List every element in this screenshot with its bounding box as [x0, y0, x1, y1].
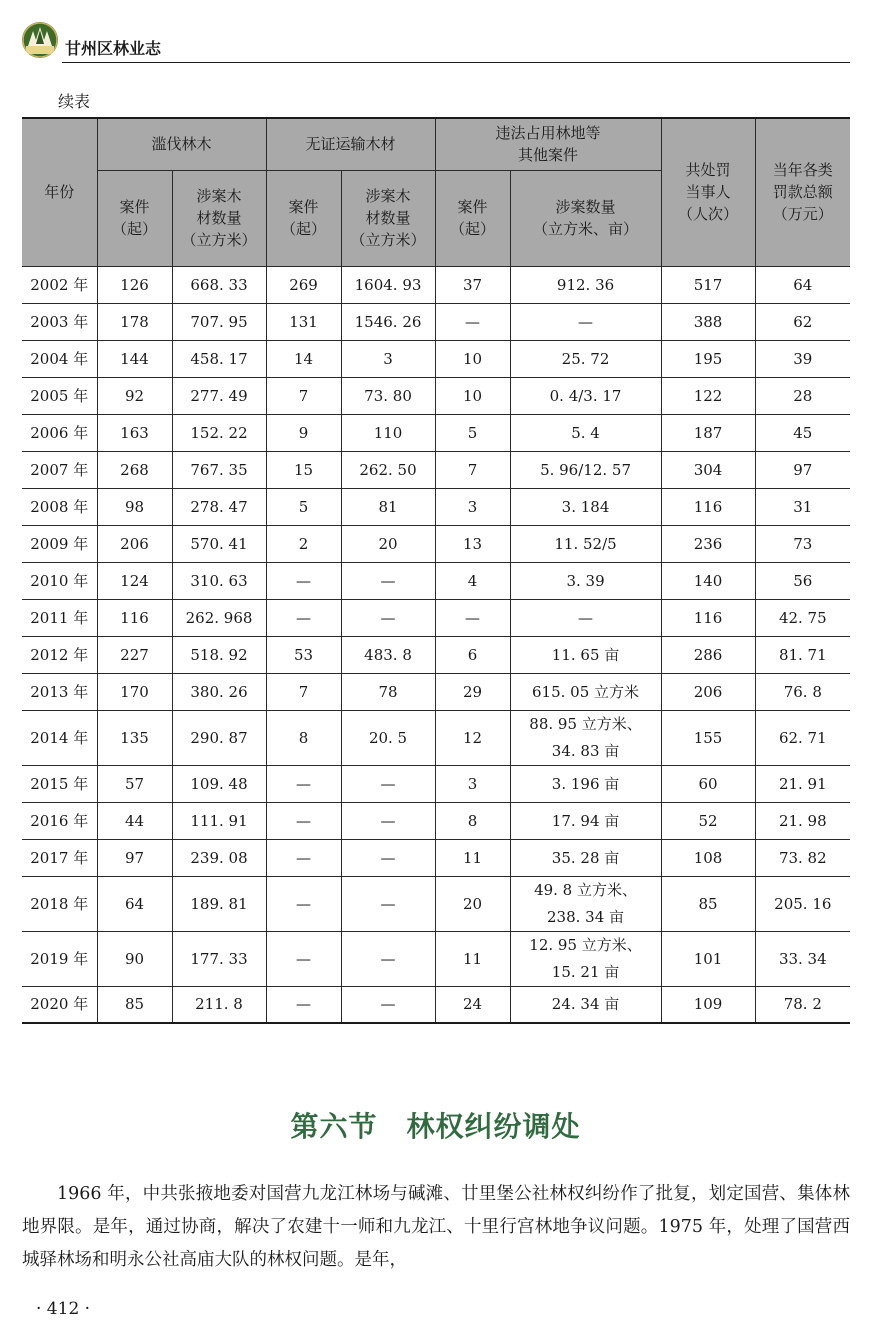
- cell-transport-timber: —: [341, 931, 435, 986]
- subheader-amount-line2: （立方米、亩）: [533, 220, 639, 238]
- header-unlicensed-transport: 无证运输木材: [266, 118, 435, 170]
- subheader-cases-line2: （起）: [111, 220, 157, 238]
- cell-persons: 85: [661, 876, 755, 931]
- cell-logging-cases: 163: [97, 414, 172, 451]
- cell-transport-cases: —: [266, 839, 341, 876]
- header-fines-line1: 当年各类: [772, 161, 833, 180]
- cell-logging-timber: 458. 17: [172, 340, 266, 377]
- cell-transport-cases: 7: [266, 377, 341, 414]
- cell-transport-timber: 81: [341, 488, 435, 525]
- cell-transport-cases: —: [266, 802, 341, 839]
- running-header: [22, 22, 850, 64]
- cell-fines: 73: [755, 525, 850, 562]
- cell-occupation-cases: 7: [435, 451, 510, 488]
- cell-occupation-amount: [510, 488, 661, 525]
- cell-year: 2014 年: [22, 710, 97, 765]
- cell-occupation-amount: [510, 451, 661, 488]
- cell-occupation-amount: [510, 636, 661, 673]
- cell-fines: 45: [755, 414, 850, 451]
- cell-year: 2012 年: [22, 636, 97, 673]
- cell-fines: 76. 8: [755, 673, 850, 710]
- cell-amount-line1: 912. 36: [556, 275, 615, 294]
- cell-transport-timber: 73. 80: [341, 377, 435, 414]
- cell-transport-timber: 20. 5: [341, 710, 435, 765]
- cell-amount-line1: 17. 94 亩: [551, 811, 620, 830]
- cell-logging-timber: 277. 49: [172, 377, 266, 414]
- cell-logging-cases: 116: [97, 599, 172, 636]
- cell-logging-cases: 126: [97, 266, 172, 303]
- table-row: [22, 377, 850, 414]
- cell-occupation-amount: [510, 931, 661, 986]
- cell-amount-line1: 24. 34 亩: [551, 995, 620, 1014]
- table-row: [22, 986, 850, 1023]
- cell-occupation-amount: [510, 986, 661, 1023]
- cell-amount-line1: 5. 4: [571, 423, 600, 442]
- subheader-timber-line1: 涉案木: [196, 187, 242, 205]
- cell-occupation-cases: 4: [435, 562, 510, 599]
- cell-logging-cases: 178: [97, 303, 172, 340]
- header-illegal-occupation-line1: 违法占用林地等: [495, 124, 601, 143]
- cell-persons: 52: [661, 802, 755, 839]
- cell-year: 2007 年: [22, 451, 97, 488]
- cell-fines: 42. 75: [755, 599, 850, 636]
- header-divider: [62, 62, 850, 63]
- cell-logging-cases: 227: [97, 636, 172, 673]
- cell-logging-cases: 144: [97, 340, 172, 377]
- subheader-timber-line2: 材数量: [196, 209, 242, 227]
- subheader-cases-line1: 案件: [288, 198, 319, 216]
- cell-amount-line1: 0. 4/3. 17: [549, 386, 622, 405]
- cell-fines: 56: [755, 562, 850, 599]
- table-row: [22, 414, 850, 451]
- cell-transport-cases: 14: [266, 340, 341, 377]
- cell-year: 2020 年: [22, 986, 97, 1023]
- header-persons-line1: 共处罚: [685, 161, 731, 180]
- table-row: [22, 488, 850, 525]
- cell-logging-cases: 64: [97, 876, 172, 931]
- cell-occupation-amount: [510, 839, 661, 876]
- cell-persons: 116: [661, 599, 755, 636]
- cell-occupation-cases: 3: [435, 765, 510, 802]
- cell-occupation-amount: [510, 876, 661, 931]
- table-row: [22, 765, 850, 802]
- cell-transport-cases: 269: [266, 266, 341, 303]
- cell-amount-line1: 12. 95 立方米、: [529, 935, 642, 954]
- cell-occupation-cases: 11: [435, 839, 510, 876]
- cell-transport-timber: 3: [341, 340, 435, 377]
- cell-year: 2013 年: [22, 673, 97, 710]
- subheader-occupation-amount: [510, 170, 661, 266]
- header-persons: [661, 118, 755, 266]
- cell-amount-line1: 615. 05 立方米: [532, 682, 640, 701]
- table-row: [22, 636, 850, 673]
- cell-transport-cases: 9: [266, 414, 341, 451]
- table-row: [22, 931, 850, 986]
- table-row: [22, 673, 850, 710]
- table-row: [22, 839, 850, 876]
- cell-transport-cases: —: [266, 765, 341, 802]
- cell-fines: 62: [755, 303, 850, 340]
- cell-persons: 206: [661, 673, 755, 710]
- cell-year: 2017 年: [22, 839, 97, 876]
- cell-transport-timber: 483. 8: [341, 636, 435, 673]
- cell-occupation-amount: [510, 673, 661, 710]
- cell-occupation-cases: 24: [435, 986, 510, 1023]
- cell-occupation-cases: 13: [435, 525, 510, 562]
- cell-persons: 195: [661, 340, 755, 377]
- table-row: [22, 562, 850, 599]
- subheader-timber-line3: （立方米）: [181, 231, 257, 249]
- cell-occupation-cases: 11: [435, 931, 510, 986]
- forestry-cases-table: [22, 117, 850, 1024]
- cell-transport-cases: —: [266, 599, 341, 636]
- cell-occupation-amount: [510, 414, 661, 451]
- cell-transport-cases: 7: [266, 673, 341, 710]
- table-row: [22, 451, 850, 488]
- cell-year: 2005 年: [22, 377, 97, 414]
- table-row: [22, 303, 850, 340]
- cell-transport-cases: 2: [266, 525, 341, 562]
- cell-fines: 33. 34: [755, 931, 850, 986]
- table-row: [22, 525, 850, 562]
- cell-year: 2011 年: [22, 599, 97, 636]
- cell-occupation-cases: 3: [435, 488, 510, 525]
- cell-occupation-cases: —: [435, 599, 510, 636]
- cell-transport-timber: —: [341, 562, 435, 599]
- cell-persons: 236: [661, 525, 755, 562]
- header-year: 年份: [22, 118, 97, 266]
- subheader-transport-cases: [266, 170, 341, 266]
- table-row: [22, 710, 850, 765]
- cell-persons: 140: [661, 562, 755, 599]
- cell-persons: 108: [661, 839, 755, 876]
- cell-logging-cases: 85: [97, 986, 172, 1023]
- cell-logging-timber: 262. 968: [172, 599, 266, 636]
- cell-year: 2009 年: [22, 525, 97, 562]
- cell-occupation-amount: [510, 562, 661, 599]
- cell-persons: 388: [661, 303, 755, 340]
- body-paragraph: 1966 年，中共张掖地委对国营九龙江林场与碱滩、廿里堡公社林权纠纷作了批复，划定国营、集体林地界限。是年，通过协商，解决了农建十一师和九龙江、十里行宫林地争议问题。1975 年，处理了国营西城驿林场和明永公社高庙大队的林权问题。是年，: [22, 1184, 850, 1270]
- cell-transport-timber: 20: [341, 525, 435, 562]
- cell-occupation-amount: [510, 303, 661, 340]
- cell-transport-timber: —: [341, 839, 435, 876]
- cell-logging-timber: 570. 41: [172, 525, 266, 562]
- cell-fines: 64: [755, 266, 850, 303]
- cell-fines: 73. 82: [755, 839, 850, 876]
- cell-logging-timber: 152. 22: [172, 414, 266, 451]
- cell-logging-cases: 57: [97, 765, 172, 802]
- cell-fines: 81. 71: [755, 636, 850, 673]
- table-row: [22, 266, 850, 303]
- continued-table-label: 续表: [58, 92, 91, 111]
- header-fines-line3: （万元）: [772, 205, 833, 224]
- subheader-logging-cases: [97, 170, 172, 266]
- cell-occupation-cases: 10: [435, 340, 510, 377]
- cell-logging-timber: 239. 08: [172, 839, 266, 876]
- cell-persons: 60: [661, 765, 755, 802]
- subheader-timber-line2: 材数量: [365, 209, 411, 227]
- cell-occupation-cases: 6: [435, 636, 510, 673]
- cell-persons: 116: [661, 488, 755, 525]
- table-row: [22, 599, 850, 636]
- subheader-timber-line1: 涉案木: [365, 187, 411, 205]
- cell-occupation-amount: [510, 765, 661, 802]
- cell-logging-cases: 268: [97, 451, 172, 488]
- subheader-transport-timber: [341, 170, 435, 266]
- cell-fines: 39: [755, 340, 850, 377]
- cell-transport-cases: 5: [266, 488, 341, 525]
- cell-fines: 21. 91: [755, 765, 850, 802]
- cell-amount-line1: 3. 196 亩: [551, 774, 620, 793]
- cell-transport-timber: —: [341, 599, 435, 636]
- cell-transport-timber: 110: [341, 414, 435, 451]
- cell-persons: 517: [661, 266, 755, 303]
- cell-fines: 62. 71: [755, 710, 850, 765]
- cell-amount-line1: 5. 96/12. 57: [540, 460, 631, 479]
- cell-occupation-amount: [510, 340, 661, 377]
- cell-year: 2018 年: [22, 876, 97, 931]
- cell-transport-cases: —: [266, 931, 341, 986]
- cell-logging-cases: 206: [97, 525, 172, 562]
- cell-logging-timber: 111. 91: [172, 802, 266, 839]
- cell-year: 2006 年: [22, 414, 97, 451]
- cell-logging-timber: 189. 81: [172, 876, 266, 931]
- cell-logging-cases: 92: [97, 377, 172, 414]
- cell-logging-cases: 170: [97, 673, 172, 710]
- cell-amount-line2: 15. 21 亩: [551, 962, 620, 981]
- cell-transport-cases: 8: [266, 710, 341, 765]
- cell-persons: 101: [661, 931, 755, 986]
- cell-persons: 286: [661, 636, 755, 673]
- cell-amount-line2: 34. 83 亩: [551, 741, 620, 760]
- cell-transport-cases: —: [266, 986, 341, 1023]
- cell-occupation-cases: 5: [435, 414, 510, 451]
- cell-amount-line1: 88. 95 立方米、: [529, 714, 642, 733]
- cell-logging-timber: 767. 35: [172, 451, 266, 488]
- cell-transport-timber: 262. 50: [341, 451, 435, 488]
- cell-amount-line1: 11. 65 亩: [551, 645, 620, 664]
- cell-logging-timber: 211. 8: [172, 986, 266, 1023]
- cell-transport-cases: —: [266, 562, 341, 599]
- cell-amount-line1: 25. 72: [561, 349, 610, 368]
- header-persons-line3: （人次）: [678, 205, 739, 224]
- cell-logging-cases: 98: [97, 488, 172, 525]
- cell-transport-cases: 53: [266, 636, 341, 673]
- page-number: · 412 ·: [36, 1299, 91, 1319]
- cell-amount-line1: 35. 28 亩: [551, 848, 620, 867]
- cell-occupation-cases: 20: [435, 876, 510, 931]
- cell-occupation-cases: 10: [435, 377, 510, 414]
- cell-logging-timber: 668. 33: [172, 266, 266, 303]
- cell-year: 2002 年: [22, 266, 97, 303]
- cell-transport-cases: 15: [266, 451, 341, 488]
- cell-year: 2016 年: [22, 802, 97, 839]
- cell-amount-line1: 3. 184: [561, 497, 610, 516]
- cell-logging-timber: 290. 87: [172, 710, 266, 765]
- header-illegal-occupation: [435, 118, 661, 170]
- cell-logging-timber: 109. 48: [172, 765, 266, 802]
- cell-occupation-cases: 8: [435, 802, 510, 839]
- cell-transport-timber: 78: [341, 673, 435, 710]
- cell-logging-timber: 518. 92: [172, 636, 266, 673]
- cell-logging-cases: 135: [97, 710, 172, 765]
- subheader-cases-line2: （起）: [281, 220, 327, 238]
- cell-persons: 187: [661, 414, 755, 451]
- cell-logging-cases: 44: [97, 802, 172, 839]
- cell-year: 2008 年: [22, 488, 97, 525]
- cell-transport-cases: 131: [266, 303, 341, 340]
- subheader-cases-line1: 案件: [457, 198, 488, 216]
- cell-occupation-amount: [510, 710, 661, 765]
- cell-occupation-amount: [510, 377, 661, 414]
- cell-persons: 304: [661, 451, 755, 488]
- table-row: [22, 876, 850, 931]
- header-illegal-logging: 滥伐林木: [97, 118, 266, 170]
- cell-amount-line1: —: [578, 608, 594, 627]
- subheader-cases-line2: （起）: [450, 220, 496, 238]
- cell-persons: 122: [661, 377, 755, 414]
- cell-year: 2003 年: [22, 303, 97, 340]
- table-body: [22, 266, 850, 1023]
- cell-occupation-cases: 37: [435, 266, 510, 303]
- cell-transport-cases: —: [266, 876, 341, 931]
- cell-year: 2019 年: [22, 931, 97, 986]
- cell-occupation-cases: —: [435, 303, 510, 340]
- cell-fines: 78. 2: [755, 986, 850, 1023]
- subheader-timber-line3: （立方米）: [350, 231, 426, 249]
- cell-year: 2015 年: [22, 765, 97, 802]
- table-row: [22, 802, 850, 839]
- cell-fines: 205. 16: [755, 876, 850, 931]
- cell-transport-timber: —: [341, 986, 435, 1023]
- book-title: 甘州区林业志: [65, 39, 162, 58]
- cell-logging-timber: 380. 26: [172, 673, 266, 710]
- cell-occupation-cases: 29: [435, 673, 510, 710]
- subheader-occupation-cases: [435, 170, 510, 266]
- cell-amount-line2: 238. 34 亩: [547, 907, 625, 926]
- section-title: 第六节 林权纠纷调处: [290, 1110, 581, 1143]
- cell-amount-line1: —: [578, 312, 594, 331]
- body-text: [22, 1178, 850, 1277]
- forestry-logo-icon: [22, 22, 58, 58]
- cell-occupation-cases: 12: [435, 710, 510, 765]
- cell-transport-timber: —: [341, 765, 435, 802]
- subheader-logging-timber: [172, 170, 266, 266]
- header-fines-line2: 罚款总额: [772, 183, 833, 202]
- cell-logging-timber: 310. 63: [172, 562, 266, 599]
- header-persons-line2: 当事人: [685, 183, 731, 202]
- cell-logging-cases: 97: [97, 839, 172, 876]
- subheader-amount-line1: 涉案数量: [555, 198, 616, 216]
- cell-amount-line1: 11. 52/5: [554, 534, 617, 553]
- subheader-cases-line1: 案件: [119, 198, 150, 216]
- table-row: [22, 340, 850, 377]
- cell-logging-cases: 90: [97, 931, 172, 986]
- cell-occupation-amount: [510, 525, 661, 562]
- cell-year: 2004 年: [22, 340, 97, 377]
- header-fines: [755, 118, 850, 266]
- cell-occupation-amount: [510, 599, 661, 636]
- cell-logging-timber: 707. 95: [172, 303, 266, 340]
- cell-fines: 97: [755, 451, 850, 488]
- cell-logging-cases: 124: [97, 562, 172, 599]
- cell-logging-timber: 278. 47: [172, 488, 266, 525]
- cell-year: 2010 年: [22, 562, 97, 599]
- header-illegal-occupation-line2: 其他案件: [518, 146, 579, 165]
- cell-occupation-amount: [510, 266, 661, 303]
- cell-amount-line1: 3. 39: [566, 571, 605, 590]
- cell-fines: 31: [755, 488, 850, 525]
- cell-transport-timber: 1604. 93: [341, 266, 435, 303]
- cell-logging-timber: 177. 33: [172, 931, 266, 986]
- cell-persons: 109: [661, 986, 755, 1023]
- cell-fines: 28: [755, 377, 850, 414]
- cell-amount-line1: 49. 8 立方米、: [534, 880, 637, 899]
- cell-transport-timber: —: [341, 802, 435, 839]
- cell-persons: 155: [661, 710, 755, 765]
- cell-transport-timber: 1546. 26: [341, 303, 435, 340]
- cell-fines: 21. 98: [755, 802, 850, 839]
- cell-occupation-amount: [510, 802, 661, 839]
- cell-transport-timber: —: [341, 876, 435, 931]
